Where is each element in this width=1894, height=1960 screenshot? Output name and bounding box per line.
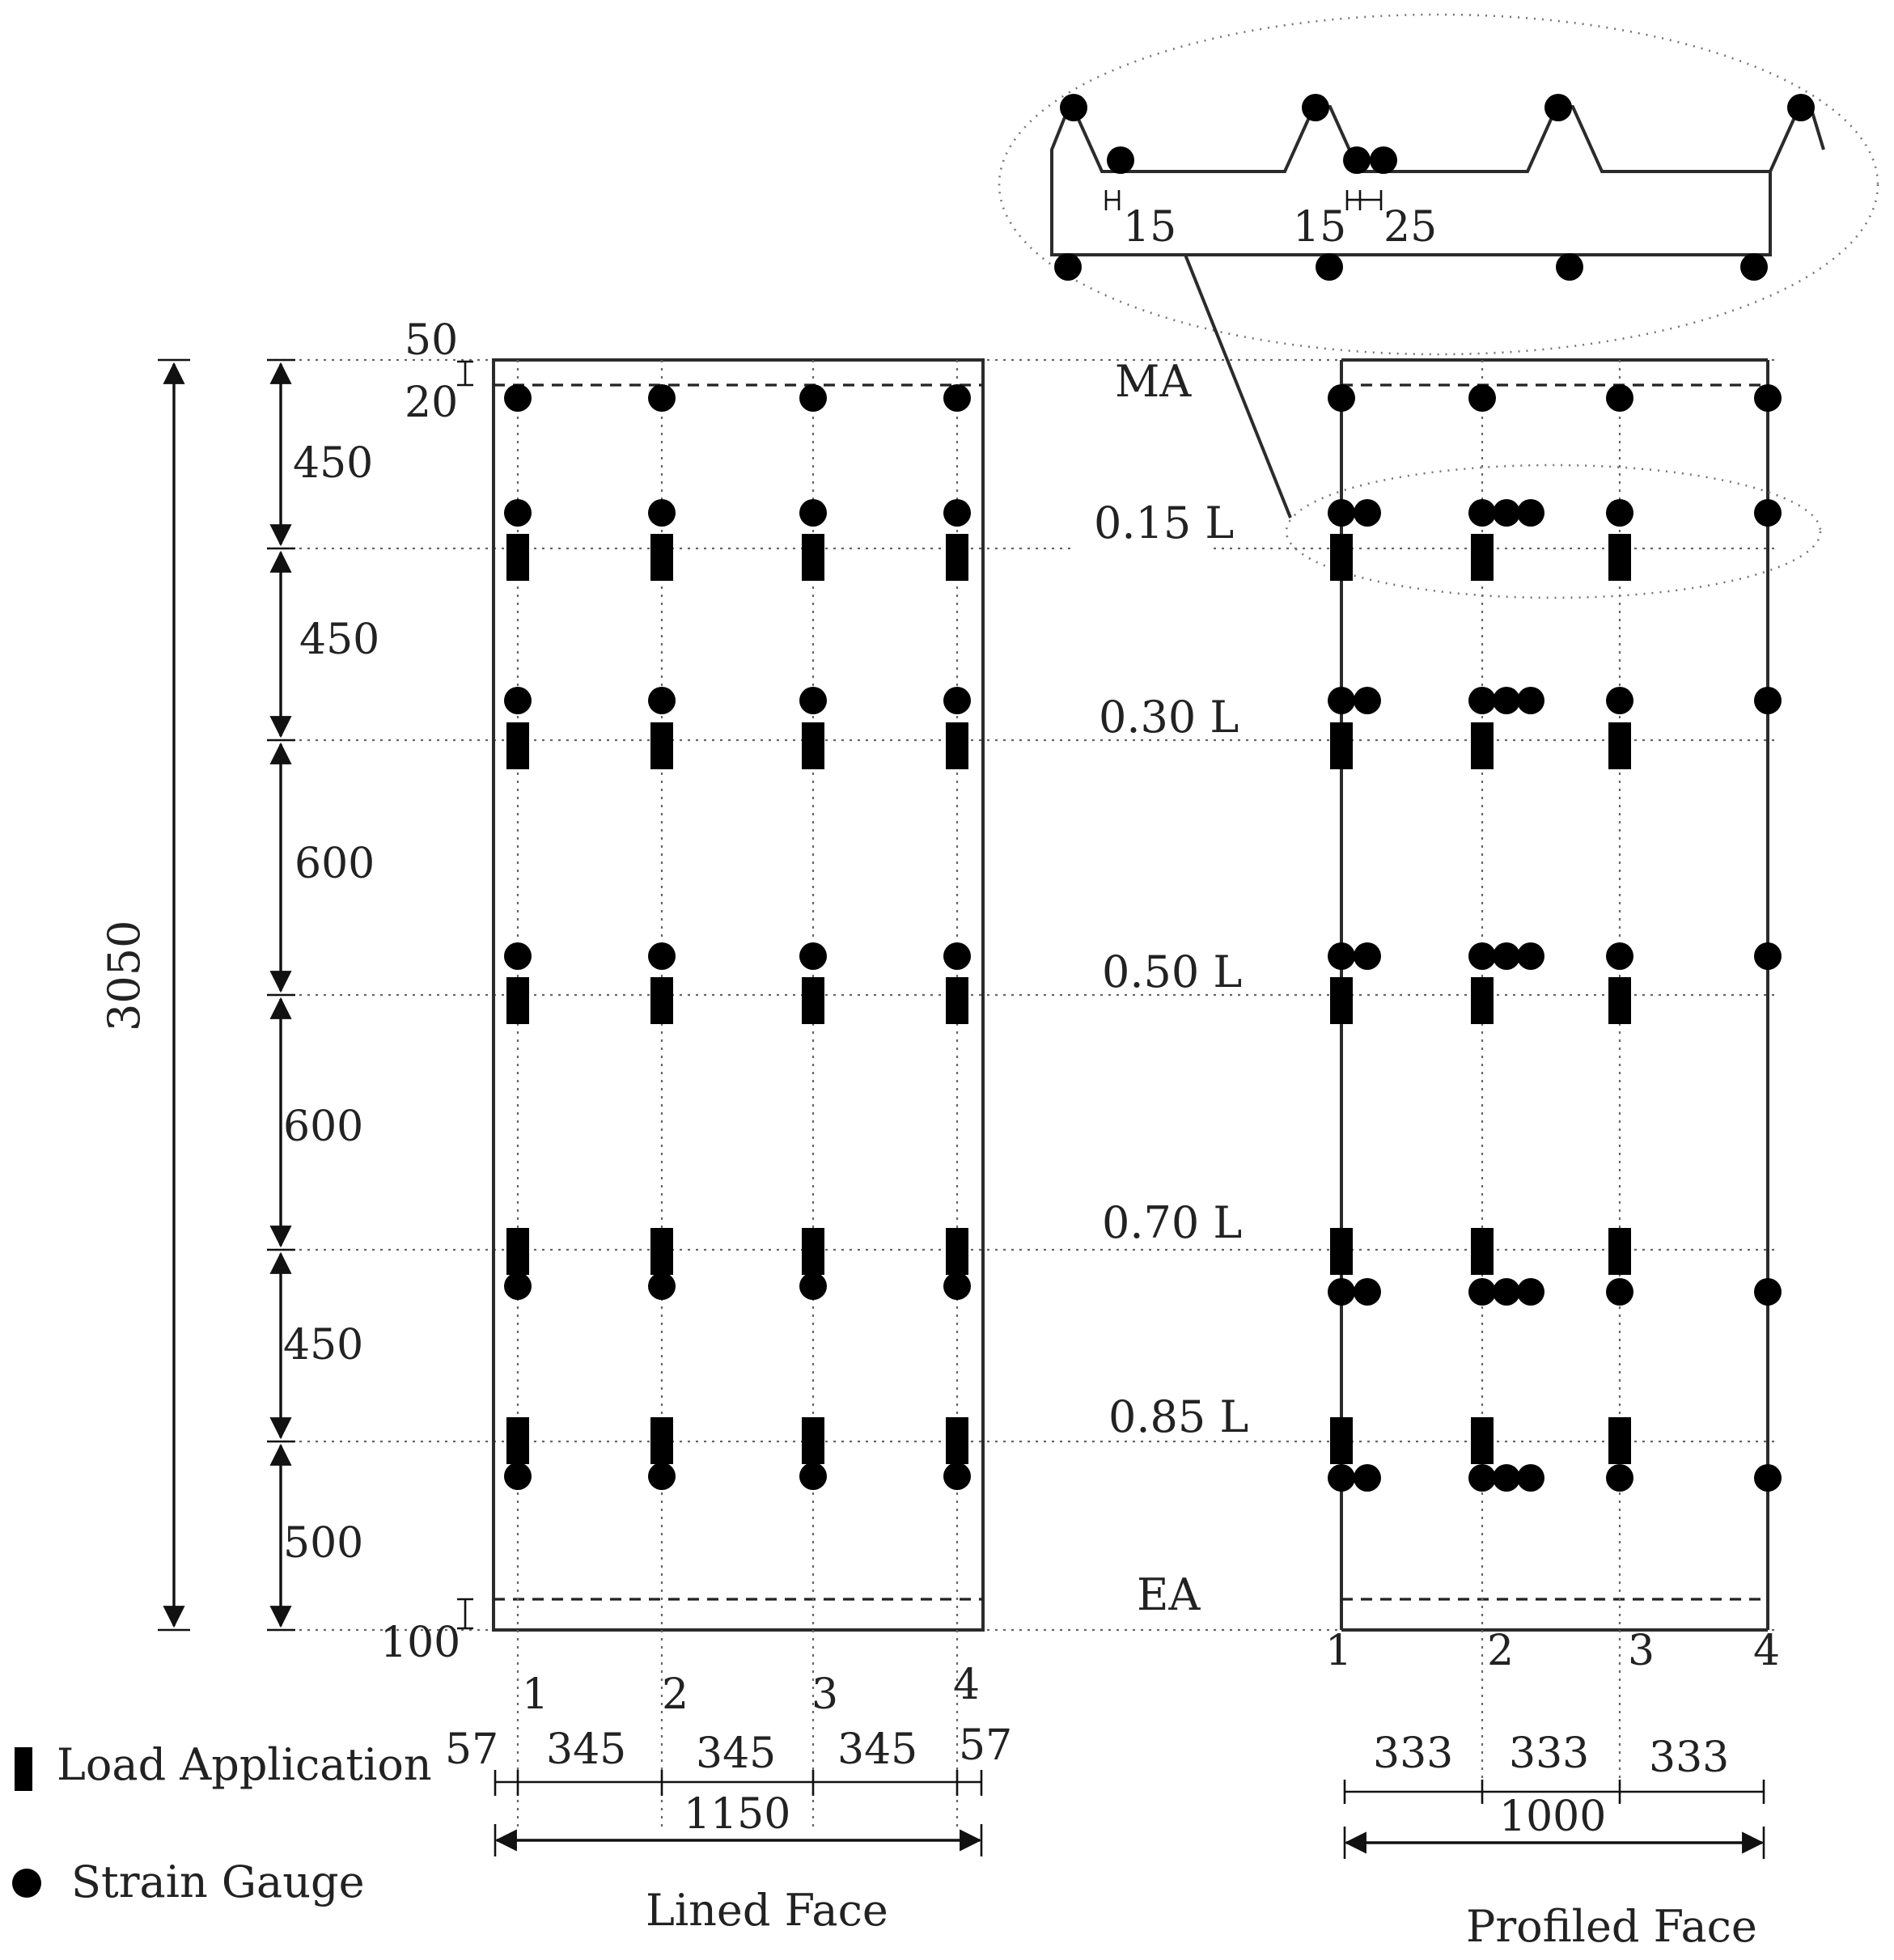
load-application bbox=[802, 1228, 824, 1275]
strain-gauge bbox=[1606, 1278, 1633, 1306]
segment-label-5: 450 bbox=[283, 1321, 364, 1369]
load-application bbox=[1608, 534, 1631, 581]
detail-dim-15b: 15 bbox=[1293, 203, 1347, 252]
segment-label-3: 600 bbox=[294, 840, 375, 888]
detail-dim-15a: 15 bbox=[1123, 203, 1177, 252]
offset-label-20: 20 bbox=[405, 379, 459, 427]
segment-label-2: 450 bbox=[299, 616, 380, 664]
strain-gauge bbox=[1328, 1278, 1355, 1306]
strain-gauge bbox=[504, 384, 532, 412]
strain-gauge bbox=[504, 499, 532, 527]
detail-gauge bbox=[1544, 94, 1572, 121]
strain-gauge bbox=[1517, 1278, 1544, 1306]
lined-w-57a: 57 bbox=[445, 1725, 499, 1774]
profiled-col-3: 3 bbox=[1628, 1627, 1655, 1675]
lined-col-3: 3 bbox=[811, 1670, 839, 1719]
strain-gauge bbox=[1328, 384, 1355, 412]
vertical-dimensions bbox=[99, 316, 473, 1667]
strain-gauge bbox=[648, 1463, 676, 1490]
load-application bbox=[650, 977, 673, 1024]
load-application bbox=[1471, 1228, 1494, 1275]
profiled-w-333c: 333 bbox=[1649, 1734, 1730, 1782]
strain-gauge bbox=[1354, 499, 1381, 527]
strain-gauge bbox=[1328, 1464, 1355, 1492]
load-application bbox=[1608, 1228, 1631, 1275]
strain-gauge bbox=[943, 942, 971, 970]
load-application bbox=[1330, 722, 1353, 769]
load-application bbox=[1330, 534, 1353, 581]
lined-w-345b: 345 bbox=[696, 1729, 777, 1778]
strain-gauge bbox=[943, 384, 971, 412]
strain-gauge bbox=[1468, 384, 1496, 412]
profiled-col-2: 2 bbox=[1487, 1627, 1515, 1675]
strain-gauge bbox=[504, 1272, 532, 1300]
station-030l: 0.30 L bbox=[1099, 692, 1239, 743]
load-application bbox=[506, 977, 529, 1024]
load-application bbox=[1330, 1228, 1353, 1275]
legend bbox=[12, 1739, 432, 1907]
profiled-w-333a: 333 bbox=[1373, 1729, 1454, 1778]
load-application bbox=[1608, 977, 1631, 1024]
load-application bbox=[650, 1228, 673, 1275]
detail-gauge bbox=[1787, 94, 1815, 121]
profiled-col-1: 1 bbox=[1325, 1627, 1353, 1675]
segment-dims bbox=[267, 360, 295, 1630]
detail-dim-25: 25 bbox=[1383, 203, 1438, 252]
station-015l: 0.15 L bbox=[1094, 497, 1235, 548]
detail-gauges bbox=[1054, 94, 1815, 281]
strain-gauge bbox=[1754, 384, 1782, 412]
detail-gauge bbox=[1316, 253, 1343, 281]
station-ma: MA bbox=[1115, 356, 1192, 407]
station-070l: 0.70 L bbox=[1102, 1197, 1243, 1248]
strain-gauge bbox=[648, 384, 676, 412]
strain-gauge bbox=[1468, 687, 1496, 714]
strain-gauge bbox=[1493, 499, 1520, 527]
strain-gauge bbox=[1606, 687, 1633, 714]
lined-face-panel bbox=[494, 360, 983, 1828]
segment-label-4: 600 bbox=[283, 1103, 364, 1151]
load-application bbox=[802, 722, 824, 769]
profiled-total-label: 1000 bbox=[1499, 1793, 1607, 1841]
strain-gauge bbox=[1468, 499, 1496, 527]
detail-gauge bbox=[1343, 146, 1371, 174]
strain-gauge bbox=[504, 942, 532, 970]
strain-gauge bbox=[1606, 942, 1633, 970]
strain-gauge bbox=[648, 499, 676, 527]
profile-detail-callout bbox=[999, 15, 1878, 518]
offset-label-50: 50 bbox=[405, 316, 459, 365]
strain-gauge bbox=[1754, 942, 1782, 970]
strain-gauge bbox=[799, 384, 827, 412]
strain-gauge bbox=[1754, 499, 1782, 527]
strain-gauge bbox=[648, 687, 676, 714]
strain-gauge bbox=[799, 687, 827, 714]
strain-gauge bbox=[1493, 687, 1520, 714]
segment-label-1: 450 bbox=[293, 439, 374, 488]
strain-gauge bbox=[799, 499, 827, 527]
strain-gauge bbox=[1493, 1278, 1520, 1306]
strain-gauge bbox=[1328, 942, 1355, 970]
lined-face-marks bbox=[504, 384, 971, 1490]
strain-gauge bbox=[943, 1463, 971, 1490]
station-085l: 0.85 L bbox=[1108, 1391, 1249, 1442]
strain-gauge bbox=[1754, 1464, 1782, 1492]
load-application bbox=[802, 534, 824, 581]
strain-gauge bbox=[1354, 687, 1381, 714]
strain-gauge bbox=[648, 1272, 676, 1300]
lined-face-title: Lined Face bbox=[646, 1885, 888, 1936]
load-application bbox=[946, 722, 968, 769]
load-application bbox=[1471, 534, 1494, 581]
detail-gauge bbox=[1054, 253, 1082, 281]
load-application bbox=[506, 722, 529, 769]
legend-gauge-label: Strain Gauge bbox=[71, 1856, 365, 1907]
load-application bbox=[506, 1417, 529, 1464]
strain-gauge bbox=[1517, 1464, 1544, 1492]
lined-w-345a: 345 bbox=[546, 1725, 627, 1774]
load-application bbox=[1471, 1417, 1494, 1464]
load-application bbox=[1330, 1417, 1353, 1464]
legend-load-label: Load Application bbox=[57, 1739, 432, 1790]
strain-gauge bbox=[799, 942, 827, 970]
strain-gauge bbox=[504, 1463, 532, 1490]
load-application bbox=[802, 977, 824, 1024]
strain-gauge bbox=[799, 1463, 827, 1490]
load-application bbox=[506, 1228, 529, 1275]
strain-gauge bbox=[1517, 942, 1544, 970]
load-application bbox=[506, 534, 529, 581]
lined-w-57b: 57 bbox=[959, 1721, 1013, 1770]
profiled-face-title: Profiled Face bbox=[1466, 1901, 1757, 1952]
segment-label-6: 500 bbox=[283, 1519, 364, 1568]
strain-gauge bbox=[943, 499, 971, 527]
lined-col-2: 2 bbox=[662, 1670, 689, 1719]
detail-gauge bbox=[1740, 253, 1768, 281]
load-application bbox=[650, 722, 673, 769]
load-application bbox=[946, 534, 968, 581]
load-application bbox=[1608, 722, 1631, 769]
load-application bbox=[1471, 722, 1494, 769]
load-application bbox=[1330, 977, 1353, 1024]
legend-gauge-icon bbox=[12, 1869, 41, 1898]
strain-gauge bbox=[1606, 1464, 1633, 1492]
detail-gauge bbox=[1370, 146, 1397, 174]
strain-gauge bbox=[1517, 499, 1544, 527]
profiled-col-4: 4 bbox=[1753, 1627, 1781, 1675]
detail-gauge bbox=[1302, 94, 1329, 121]
load-application bbox=[650, 1417, 673, 1464]
strain-gauge bbox=[1328, 499, 1355, 527]
strain-gauge bbox=[648, 942, 676, 970]
strain-gauge bbox=[504, 687, 532, 714]
strain-gauge bbox=[1354, 942, 1381, 970]
detail-leader bbox=[1185, 255, 1290, 518]
strain-gauge bbox=[1606, 499, 1633, 527]
detail-ellipse bbox=[999, 15, 1878, 354]
detail-gauge bbox=[1060, 94, 1087, 121]
legend-load-icon bbox=[15, 1747, 32, 1791]
station-ea: EA bbox=[1137, 1569, 1201, 1620]
strain-gauge bbox=[1328, 687, 1355, 714]
profiled-callout-ellipse bbox=[1286, 465, 1820, 598]
strain-gauge bbox=[1493, 942, 1520, 970]
strain-gauge bbox=[943, 687, 971, 714]
strain-gauge bbox=[1354, 1464, 1381, 1492]
load-application bbox=[946, 977, 968, 1024]
load-application bbox=[650, 534, 673, 581]
strain-gauge bbox=[1468, 1464, 1496, 1492]
strain-gauge bbox=[1754, 1278, 1782, 1306]
profiled-face-marks bbox=[1328, 384, 1782, 1492]
load-application bbox=[946, 1417, 968, 1464]
lined-col-1: 1 bbox=[522, 1670, 549, 1719]
lined-w-345c: 345 bbox=[837, 1725, 918, 1774]
load-application bbox=[946, 1228, 968, 1275]
strain-gauge bbox=[1354, 1278, 1381, 1306]
strain-gauge bbox=[1468, 942, 1496, 970]
station-050l: 0.50 L bbox=[1102, 946, 1243, 997]
strain-gauge bbox=[1606, 384, 1633, 412]
load-application bbox=[1608, 1417, 1631, 1464]
strain-gauge bbox=[1468, 1278, 1496, 1306]
profiled-face-panel bbox=[1286, 360, 1820, 1804]
load-application bbox=[802, 1417, 824, 1464]
load-application bbox=[1471, 977, 1494, 1024]
profiled-w-333b: 333 bbox=[1509, 1729, 1590, 1778]
station-labels bbox=[1094, 356, 1248, 1620]
strain-gauge bbox=[1493, 1464, 1520, 1492]
lined-total-label: 1150 bbox=[684, 1790, 791, 1839]
strain-gauge bbox=[1517, 687, 1544, 714]
lined-col-4: 4 bbox=[953, 1661, 981, 1709]
detail-gauge bbox=[1556, 253, 1583, 281]
column-numbers bbox=[522, 1627, 1780, 1719]
strain-gauge bbox=[799, 1272, 827, 1300]
strain-gauge bbox=[943, 1272, 971, 1300]
strain-gauge bbox=[1754, 687, 1782, 714]
offset-label-100: 100 bbox=[380, 1619, 461, 1667]
overall-height-label: 3050 bbox=[99, 920, 150, 1031]
detail-gauge bbox=[1107, 146, 1134, 174]
